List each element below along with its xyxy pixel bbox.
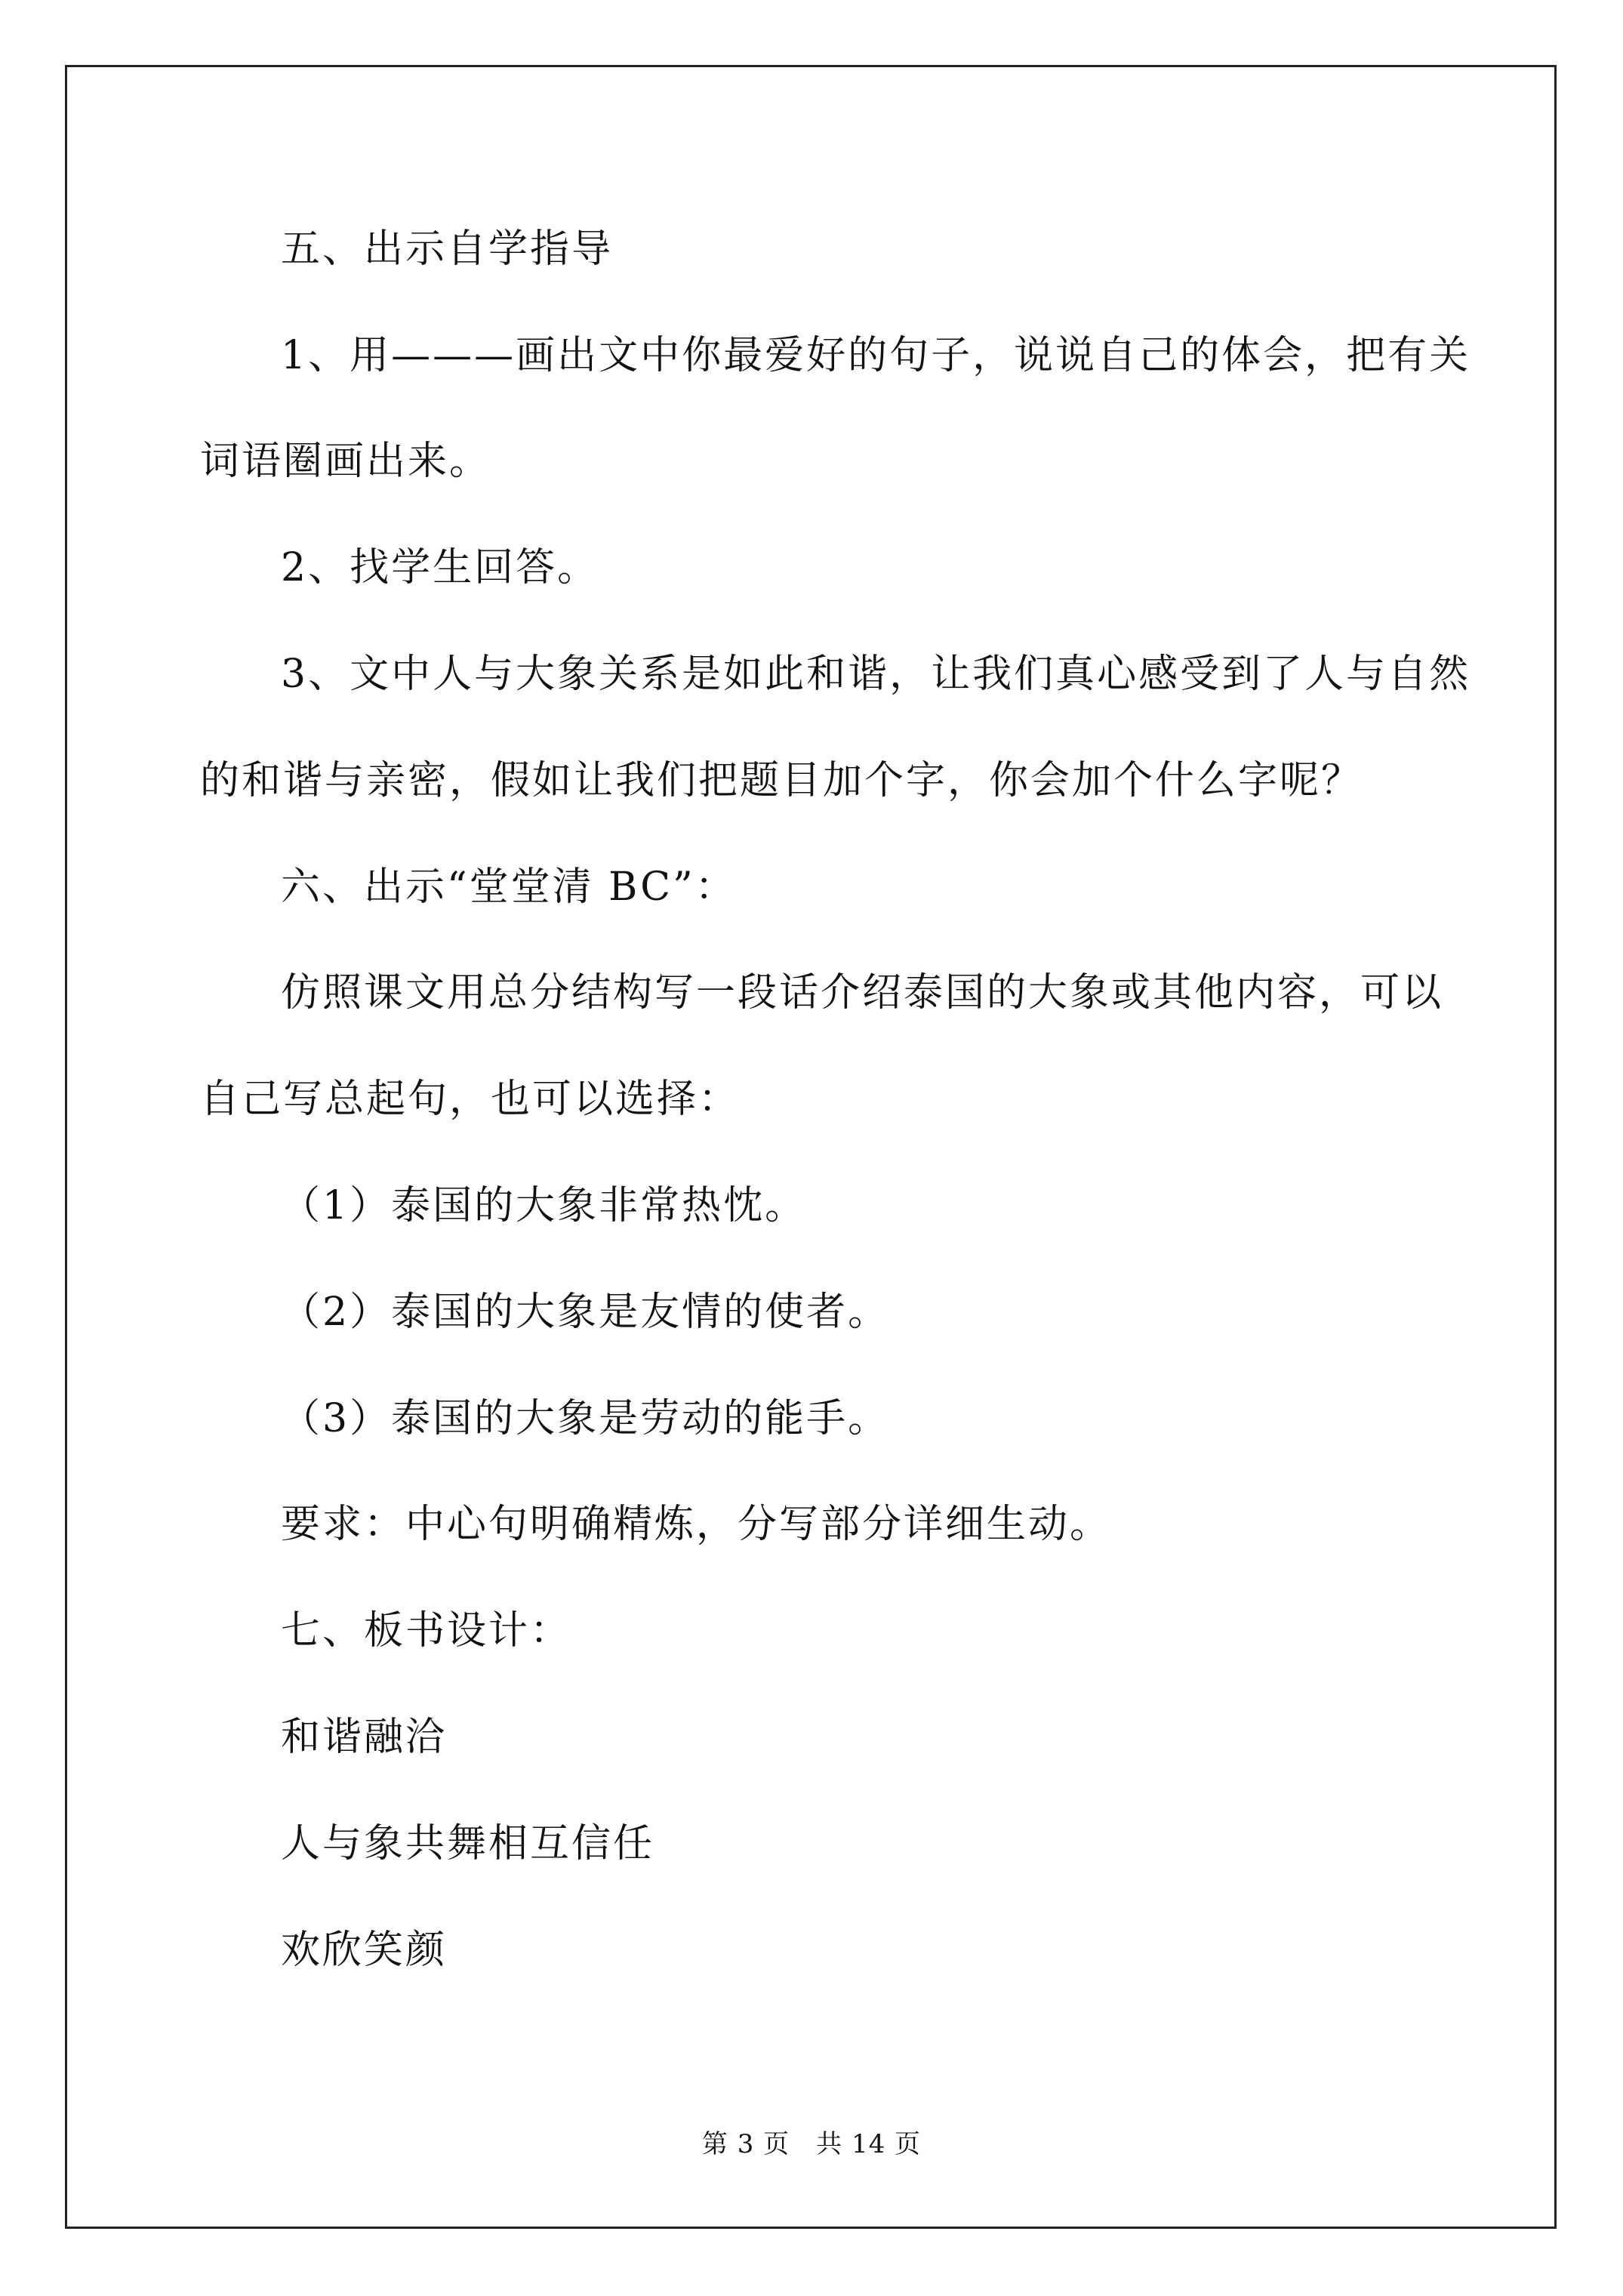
page-footer: 第 3 页 共 14 页 [701,2129,922,2159]
board-line: 欢欣笑颜 [281,1928,448,1973]
board-line: 人与象共舞相互信任 [281,1821,655,1866]
list-item: （1）泰国的大象非常热忱。 [281,1183,807,1228]
list-item: （2）泰国的大象是友情的使者。 [281,1290,890,1335]
paragraph-line: 词语圈画出来。 [200,439,491,484]
section-heading-5: 五、出示自学指导 [281,227,614,272]
section-heading-7: 七、板书设计： [281,1608,572,1653]
paragraph-line: 3、文中人与大象关系是如此和谐，让我们真心感受到了人与自然 [281,652,1471,697]
page-border [65,65,1557,2229]
paragraph-line: 要求：中心句明确精炼，分写部分详细生动。 [281,1502,1112,1547]
paragraph-line: 自己写总起句，也可以选择： [200,1077,741,1122]
paragraph-line: 2、找学生回答。 [281,545,599,590]
paragraph-line: 1、用———画出文中你最爱好的句子，说说自己的体会，把有关 [281,333,1471,378]
paragraph-line: 仿照课文用总分结构写一段话介绍泰国的大象或其他内容，可以 [281,970,1444,1015]
list-item: （3）泰国的大象是劳动的能手。 [281,1396,890,1441]
section-heading-6: 六、出示“堂堂清 BC”： [281,864,737,910]
paragraph-line: 的和谐与亲密，假如让我们把题目加个字，你会加个什么字呢？ [200,758,1363,803]
board-line: 和谐融洽 [281,1715,448,1760]
